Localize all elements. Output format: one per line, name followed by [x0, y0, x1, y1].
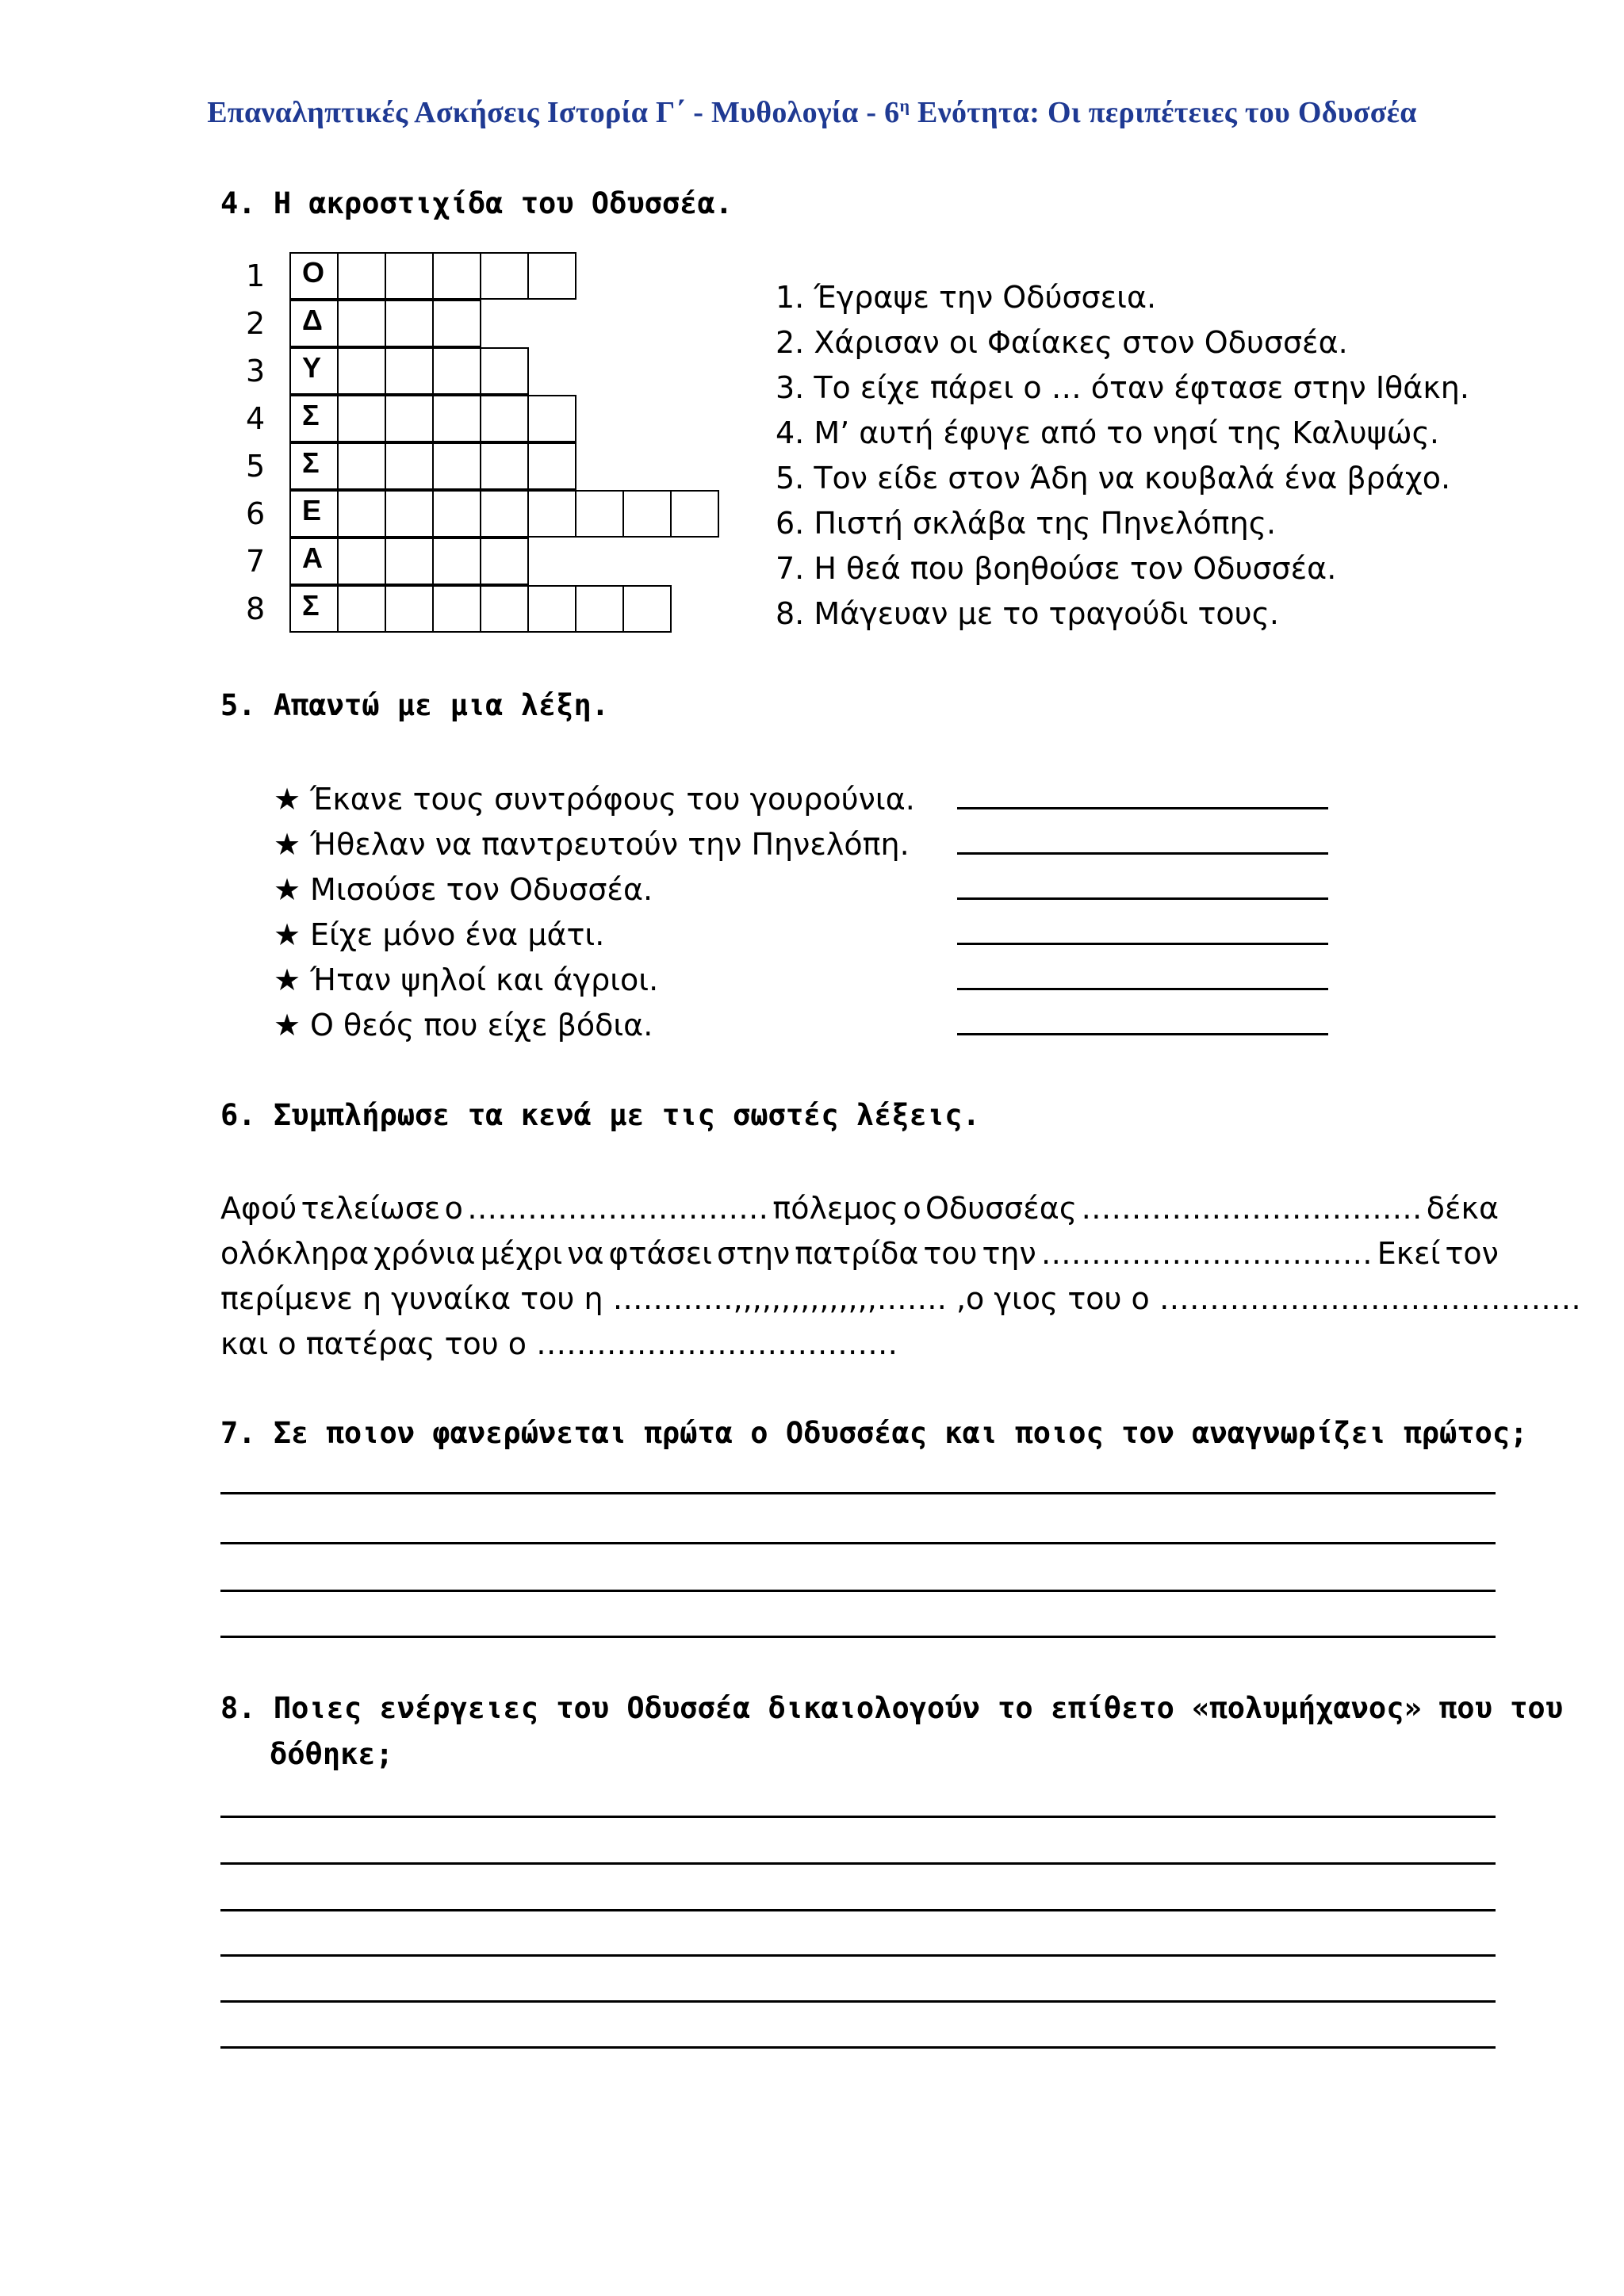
fill-word: τον	[1445, 1236, 1499, 1271]
fill-word: πατρίδα	[795, 1236, 919, 1271]
clue-6: 6. Πιστή σκλάβα της Πηνελόπης.	[776, 506, 1277, 541]
answer-blank[interactable]	[957, 943, 1328, 945]
answer-line[interactable]	[220, 1542, 1496, 1544]
crossword-cell[interactable]	[337, 347, 386, 395]
answer-line[interactable]	[220, 1862, 1496, 1865]
clue-7: 7. Η θεά που βοηθούσε τον Οδυσσέα.	[776, 551, 1337, 586]
fill-line-1	[220, 1186, 1499, 1231]
crossword-cell[interactable]	[337, 252, 386, 300]
answer-prompt: Μισούσε τον Οδυσσέα.	[310, 872, 653, 907]
crossword-cell[interactable]	[432, 252, 481, 300]
crossword-cell[interactable]	[480, 585, 529, 633]
crossword-cell[interactable]	[337, 442, 386, 490]
fill-word: την	[982, 1236, 1036, 1271]
crossword-cell[interactable]	[385, 585, 434, 633]
crossword-cell[interactable]	[432, 300, 481, 347]
q6-title: 6. Συμπλήρωσε τα κενά με τις σωστές λέξεις.	[220, 1098, 980, 1132]
crossword-row-number: 3	[246, 354, 266, 388]
crossword-cell[interactable]	[432, 585, 481, 633]
crossword-row-number: 5	[246, 449, 266, 484]
answer-line[interactable]	[220, 1909, 1496, 1911]
answer-prompt: Είχε μόνο ένα μάτι.	[310, 917, 605, 952]
crossword-row-number: 2	[246, 306, 266, 341]
crossword-cell[interactable]	[575, 585, 624, 633]
crossword-cell[interactable]	[385, 252, 434, 300]
clue-4: 4. Μ’ αυτή έφυγε από το νησί της Καλυψώς.	[776, 415, 1439, 450]
fill-line-3: περίμενε η γυναίκα του η …………,,,,,,,,,,,,,,,……. ,ο γιος του ο ……………………………………	[220, 1281, 1581, 1316]
crossword-cell[interactable]	[432, 538, 481, 585]
answer-line[interactable]	[220, 1590, 1496, 1592]
answer-blank[interactable]	[957, 897, 1328, 900]
answer-blank[interactable]	[957, 852, 1328, 855]
crossword-cell[interactable]	[480, 395, 529, 442]
answer-line[interactable]	[220, 1492, 1496, 1494]
header-title: Επαναληπτικές Ασκήσεις Ιστορία Γ΄ - Μυθολογία - 6	[207, 96, 900, 129]
star-icon: ★	[274, 827, 301, 862]
crossword-given-letter: Υ	[289, 347, 339, 395]
crossword-given-letter: Σ	[289, 395, 339, 442]
fill-word[interactable]: ……………………………	[1040, 1236, 1373, 1271]
answer-prompt: Ήταν ψηλοί και άγριοι.	[310, 962, 659, 997]
crossword-cell[interactable]	[480, 347, 529, 395]
fill-word[interactable]: …………………………	[467, 1191, 769, 1226]
q4-title: 4. Η ακροστιχίδα του Οδυσσέα.	[220, 186, 733, 220]
crossword-cell[interactable]	[385, 490, 434, 538]
crossword-cell[interactable]	[337, 395, 386, 442]
answer-item	[274, 1003, 915, 1048]
fill-word: ολόκληρα	[220, 1236, 370, 1271]
answer-line[interactable]	[220, 1954, 1496, 1957]
header-title-end: Ενότητα: Οι περιπέτειες του Οδυσσέα	[910, 96, 1417, 129]
fill-word: μέχρι	[480, 1236, 563, 1271]
fill-word: του	[923, 1236, 978, 1271]
answer-line[interactable]	[220, 2046, 1496, 2049]
clue-3: 3. Το είχε πάρει ο … όταν έφτασε στην Ιθάκη.	[776, 370, 1469, 405]
fill-word: να	[567, 1236, 604, 1271]
fill-word: δέκα	[1426, 1191, 1499, 1226]
crossword-cell[interactable]	[670, 490, 719, 538]
crossword-cell[interactable]	[385, 538, 434, 585]
crossword-row-number: 6	[246, 496, 266, 531]
fill-word[interactable]: ………….…………………	[1081, 1191, 1423, 1226]
crossword-cell[interactable]	[337, 585, 386, 633]
fill-word: Εκεί	[1377, 1236, 1441, 1271]
star-icon: ★	[274, 1008, 301, 1043]
answer-item	[274, 777, 915, 822]
star-icon: ★	[274, 872, 301, 907]
clue-5: 5. Τον είδε στον Άδη να κουβαλά ένα βράχο.	[776, 461, 1451, 496]
crossword-cell[interactable]	[480, 538, 529, 585]
fill-word: στην	[717, 1236, 791, 1271]
crossword-cell[interactable]	[337, 490, 386, 538]
crossword-given-letter: Σ	[289, 442, 339, 490]
crossword-cell[interactable]	[622, 490, 672, 538]
crossword-cell[interactable]	[480, 490, 529, 538]
crossword-cell[interactable]	[527, 395, 576, 442]
crossword-cell[interactable]	[385, 347, 434, 395]
crossword-cell[interactable]	[527, 252, 576, 300]
crossword-cell[interactable]	[385, 300, 434, 347]
star-icon: ★	[274, 782, 301, 817]
answer-prompt: Ο θεός που είχε βόδια.	[310, 1008, 653, 1043]
clue-8: 8. Μάγευαν με το τραγούδι τους.	[776, 596, 1279, 631]
crossword-cell[interactable]	[432, 395, 481, 442]
answer-line[interactable]	[220, 1816, 1496, 1818]
crossword-cell[interactable]	[480, 442, 529, 490]
crossword-given-letter: Δ	[289, 300, 339, 347]
crossword-cell[interactable]	[480, 252, 529, 300]
answer-blank[interactable]	[957, 1033, 1328, 1035]
fill-line-4: και ο πατέρας του ο ………………………………	[220, 1326, 898, 1361]
answer-line[interactable]	[220, 2000, 1496, 2003]
crossword-cell[interactable]	[622, 585, 672, 633]
fill-word: πόλεμος	[772, 1191, 899, 1226]
q5-title: 5. Απαντώ με μια λέξη.	[220, 688, 610, 722]
fill-word: Οδυσσέας	[925, 1191, 1078, 1226]
crossword-cell[interactable]	[575, 490, 624, 538]
page-header	[0, 95, 1624, 130]
answer-item	[274, 867, 915, 913]
q8-title: 8. Ποιες ενέργειες του Οδυσσέα δικαιολογούν το επίθετο «πολυμήχανος» που του	[220, 1691, 1563, 1725]
crossword-row-number: 1	[246, 258, 266, 293]
answer-item	[274, 822, 915, 867]
crossword-cell[interactable]	[337, 300, 386, 347]
header-superscript: η	[899, 95, 910, 116]
answer-blank[interactable]	[957, 807, 1328, 809]
fill-word: χρόνια	[373, 1236, 476, 1271]
answer-blank[interactable]	[957, 988, 1328, 990]
one-word-answers	[274, 777, 915, 1048]
fill-word: τελείωσε	[301, 1191, 441, 1226]
answer-item	[274, 958, 915, 1003]
crossword-given-letter: Ο	[289, 252, 339, 300]
crossword-cell[interactable]	[432, 347, 481, 395]
fill-word: φτάσει	[608, 1236, 713, 1271]
crossword-cell[interactable]	[337, 538, 386, 585]
star-icon: ★	[274, 917, 301, 952]
answer-prompt: Ήθελαν να παντρευτούν την Πηνελόπη.	[310, 827, 910, 862]
fill-in-paragraph	[220, 1186, 1581, 1367]
crossword-cell[interactable]	[385, 442, 434, 490]
fill-word: Αφού	[220, 1191, 297, 1226]
star-icon: ★	[274, 962, 301, 997]
crossword-row-number: 7	[246, 544, 266, 579]
clue-2: 2. Χάρισαν οι Φαίακες στον Οδυσσέα.	[776, 325, 1348, 360]
crossword-cell[interactable]	[385, 395, 434, 442]
answer-prompt: Έκανε τους συντρόφους του γουρούνια.	[310, 782, 915, 817]
crossword-given-letter: Α	[289, 538, 339, 585]
crossword-given-letter: Ε	[289, 490, 339, 538]
fill-word: ο	[902, 1191, 921, 1226]
crossword-given-letter: Σ	[289, 585, 339, 633]
clue-1: 1. Έγραψε την Οδύσσεια.	[776, 280, 1157, 315]
crossword-cell[interactable]	[432, 490, 481, 538]
crossword-row-number: 8	[246, 591, 266, 626]
q7-title: 7. Σε ποιον φανερώνεται πρώτα ο Οδυσσέας και ποιος τον αναγνωρίζει πρώτος;	[220, 1416, 1528, 1450]
crossword-row-number: 4	[246, 401, 266, 436]
answer-line[interactable]	[220, 1636, 1496, 1638]
fill-word: ο	[444, 1191, 463, 1226]
answer-item	[274, 913, 915, 958]
q8-title-cont: δόθηκε;	[270, 1737, 393, 1771]
crossword-cell[interactable]	[527, 442, 576, 490]
crossword-clues	[776, 275, 1469, 637]
crossword-cell[interactable]	[432, 442, 481, 490]
fill-line-2	[220, 1231, 1499, 1276]
crossword-cell[interactable]	[527, 585, 576, 633]
crossword-cell[interactable]	[527, 490, 576, 538]
